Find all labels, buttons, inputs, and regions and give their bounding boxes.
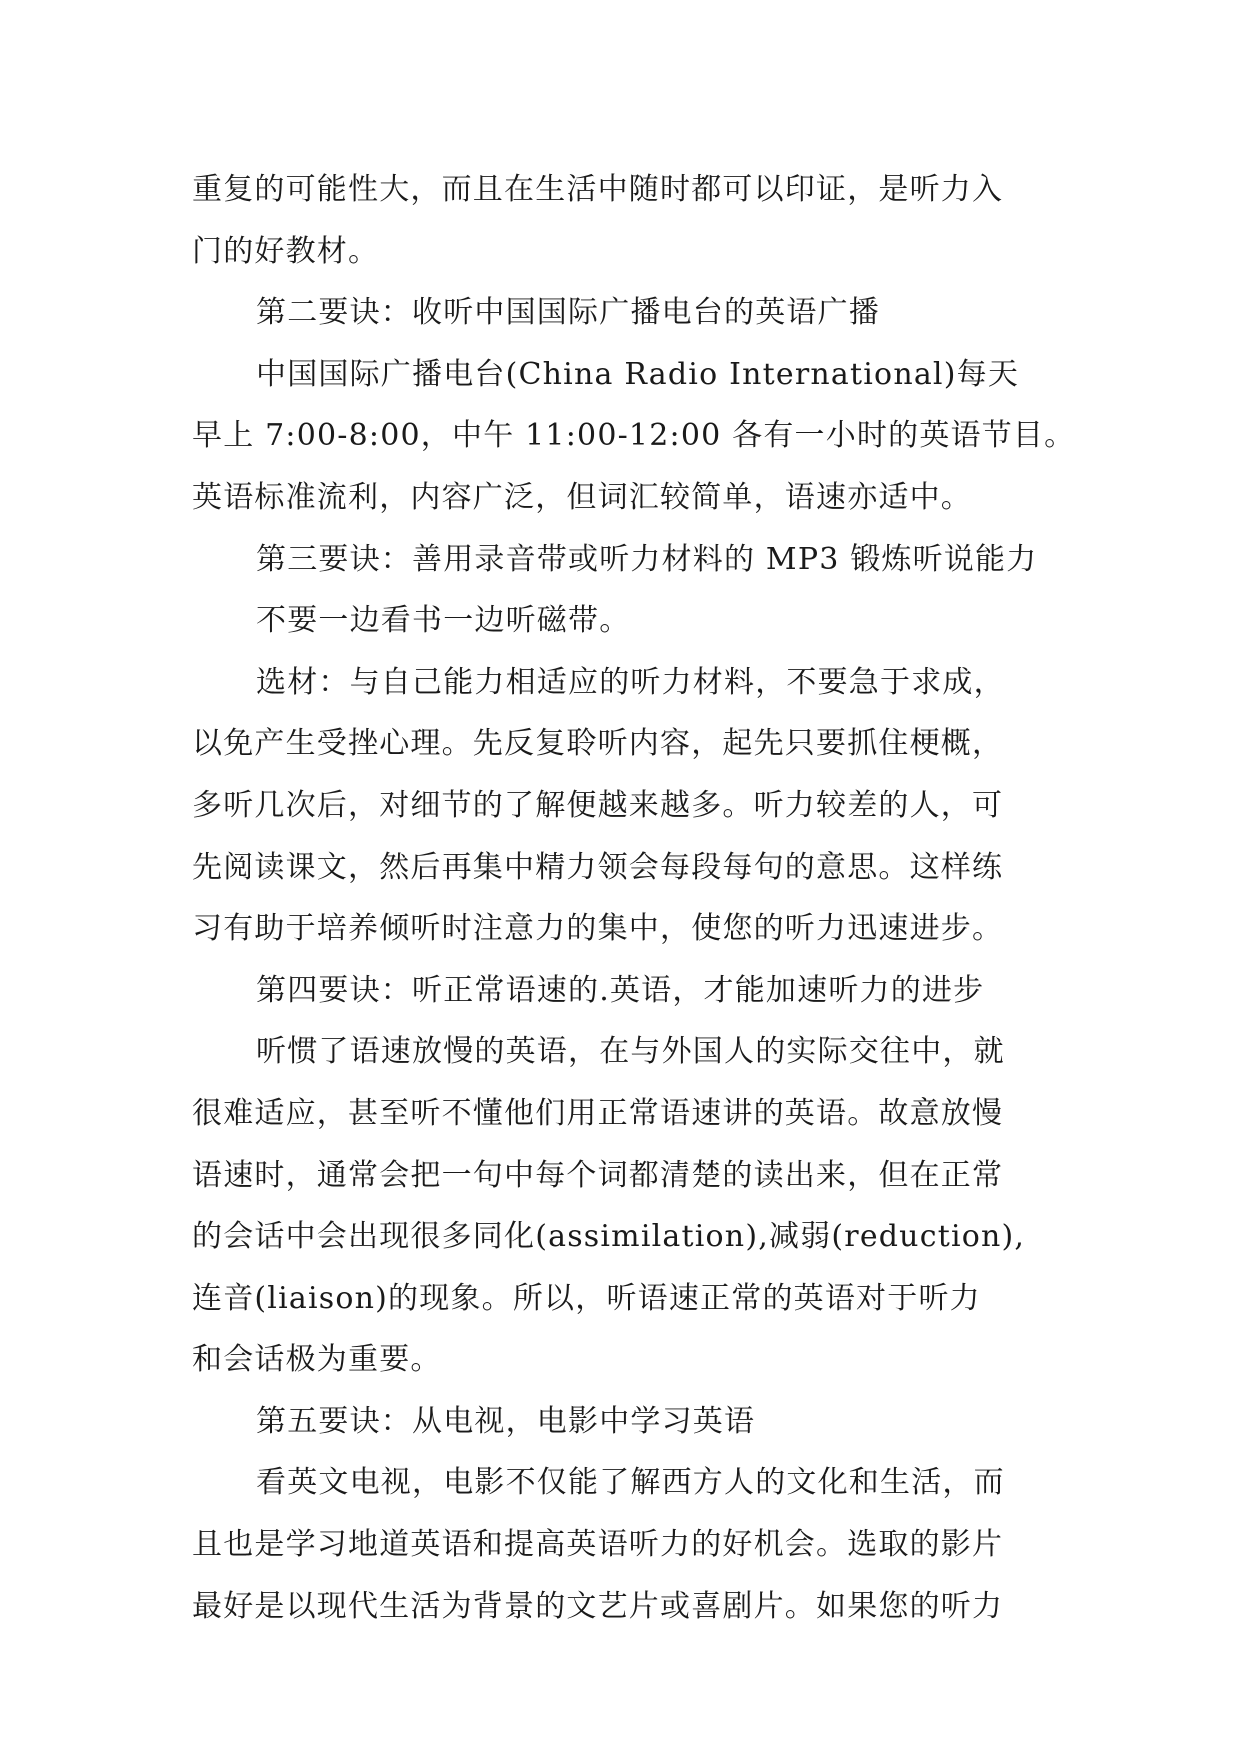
section-heading: 第三要诀：善用录音带或听力材料的 MP3 锻炼听说能力 xyxy=(256,541,1038,577)
text-line: 听惯了语速放慢的英语，在与外国人的实际交往中，就 xyxy=(256,1034,1005,1070)
section-heading: 第五要诀：从电视，电影中学习英语 xyxy=(256,1403,756,1439)
text-line: 语速时，通常会把一句中每个词都清楚的读出来，但在正常 xyxy=(192,1157,1004,1193)
section-heading: 第四要诀：听正常语速的.英语，才能加速听力的进步 xyxy=(256,972,985,1008)
text-line: 先阅读课文，然后再集中精力领会每段每句的意思。这样练 xyxy=(192,849,1004,885)
text-line: 以免产生受挫心理。先反复聆听内容，起先只要抓住梗概， xyxy=(192,726,1004,762)
text-line: 英语标准流利，内容广泛，但词汇较简单，语速亦适中。 xyxy=(192,479,972,515)
text-line: 连音(liaison)的现象。所以，听语速正常的英语对于听力 xyxy=(192,1280,981,1316)
text-line: 中国国际广播电台(China Radio International)每天 xyxy=(256,356,1020,392)
text-line: 重复的可能性大，而且在生活中随时都可以印证，是听力入 xyxy=(192,172,1004,207)
text-line: 看英文电视，电影不仅能了解西方人的文化和生活，而 xyxy=(256,1465,1005,1501)
text-line: 早上 7:00-8:00，中午 11:00-12:00 各有一小时的英语节目。 xyxy=(192,418,1076,454)
document-body xyxy=(192,159,1076,1637)
text-line: 习有助于培养倾听时注意力的集中，使您的听力迅速进步。 xyxy=(192,911,1004,947)
text-line: 很难适应，甚至听不懂他们用正常语速讲的英语。故意放慢 xyxy=(192,1095,1004,1131)
section-heading: 第二要诀：收听中国国际广播电台的英语广播 xyxy=(256,295,880,331)
text-line: 且也是学习地道英语和提高英语听力的好机会。选取的影片 xyxy=(192,1527,1004,1563)
text-line: 不要一边看书一边听磁带。 xyxy=(256,603,631,639)
text-line: 和会话极为重要。 xyxy=(192,1342,442,1378)
text-line: 最好是以现代生活为背景的文艺片或喜剧片。如果您的听力 xyxy=(192,1588,1004,1624)
text-line: 的会话中会出现很多同化(assimilation),减弱(reduction), xyxy=(192,1219,1026,1255)
text-line: 选材：与自己能力相适应的听力材料，不要急于求成， xyxy=(256,664,1005,700)
text-line: 多听几次后，对细节的了解便越来越多。听力较差的人，可 xyxy=(192,787,1004,823)
text-line: 门的好教材。 xyxy=(192,233,380,269)
